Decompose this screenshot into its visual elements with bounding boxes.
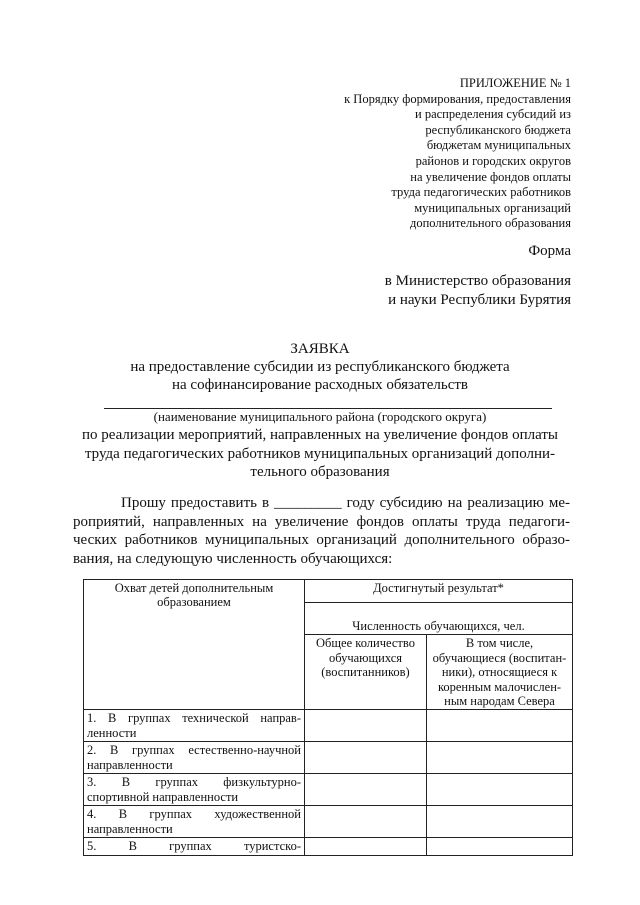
table-cell-native[interactable] (427, 774, 573, 806)
table-cell-total[interactable] (305, 710, 427, 742)
appendix-line: районов и городских округов (415, 153, 571, 168)
purpose-line: тельного образования (250, 464, 390, 480)
request-paragraph (73, 494, 570, 568)
appendix-line: труда педагогических работников (391, 185, 571, 200)
appendix-block (271, 76, 571, 232)
form-label: Форма (528, 243, 571, 259)
addressee-line: в Министерство образования (384, 273, 571, 289)
request-line: Прошу предоставить в _________ году субсидию на реализацию ме- (121, 495, 570, 511)
addressee-line: и науки Республики Бурятия (388, 291, 571, 308)
addressee-block (271, 272, 571, 309)
table-cell-native[interactable] (427, 838, 573, 856)
appendix-line: и распределения субсидий из (415, 107, 571, 122)
appendix-line: бюджетам муниципальных (426, 138, 571, 153)
row-label-bottom: направленности (87, 757, 173, 772)
title-heading: ЗАЯВКА (290, 341, 350, 357)
appendix-line: республиканского бюджета (425, 122, 571, 137)
table-cell-total[interactable] (305, 806, 427, 838)
table-cell-native[interactable] (427, 806, 573, 838)
table-cell-total[interactable] (305, 838, 427, 856)
appendix-line: ПРИЛОЖЕНИЕ № 1 (459, 76, 571, 90)
row-label-bottom: ленности (87, 725, 137, 740)
row-label-top: 5. В группах туристско- (87, 839, 301, 854)
title-line: на предоставление субсидии из республиканского бюджета (130, 359, 510, 375)
row-label-top: 1. В группах технической направ- (87, 711, 301, 726)
purpose-block (0, 426, 640, 482)
header-native: В том числе, обучающиеся (воспитан-ники), относящиеся к коренным малочислен-ным народам Севера (427, 635, 573, 710)
row-label-bottom: направленности (87, 821, 173, 836)
row-label-bottom: спортивной направленности (87, 789, 239, 804)
title-line: на софинансирование расходных обязательств (171, 377, 469, 393)
appendix-line: на увеличение фондов оплаты (410, 169, 571, 184)
table-row (84, 806, 305, 838)
request-line: вания, на следующую численность обучающихся: (73, 550, 393, 567)
row-label-top: 3. В группах физкультурно- (87, 775, 301, 790)
request-line: роприятий, направленных на увеличение фондов оплаты труда педагоги- (73, 513, 570, 530)
table-cell-total[interactable] (305, 742, 427, 774)
table-row (84, 838, 305, 856)
header-coverage: Охват детей дополнительным образованием (84, 580, 305, 710)
table-row (84, 710, 305, 742)
request-line: ческих работников муниципальных организаций дополнительного образо- (73, 532, 570, 548)
appendix-line: к Порядку формирования, предоставления (344, 91, 571, 106)
header-total: Общее количество обучающихся (воспитанников) (305, 635, 427, 710)
purpose-line: труда педагогических работников муниципальных организаций дополни- (84, 445, 556, 462)
municipality-caption: (наименование муниципального района (городского округа) (153, 409, 487, 424)
document-title (0, 340, 640, 394)
header-result: Достигнутый результат* (305, 580, 573, 603)
row-label-top: 2. В группах естественно-научной (87, 743, 301, 758)
table-cell-total[interactable] (305, 774, 427, 806)
table-row (84, 774, 305, 806)
row-label-top: 4. В группах художественной (87, 807, 301, 822)
header-count: Численность обучающихся, чел. (305, 603, 573, 635)
table-row (84, 742, 305, 774)
table-cell-native[interactable] (427, 742, 573, 774)
table-cell-native[interactable] (427, 710, 573, 742)
enrollment-table (83, 579, 573, 856)
purpose-line: по реализации мероприятий, направленных на увеличение фондов оплаты (81, 427, 559, 443)
appendix-line: дополнительного образования (409, 216, 571, 231)
appendix-line: муниципальных организаций (414, 200, 571, 215)
